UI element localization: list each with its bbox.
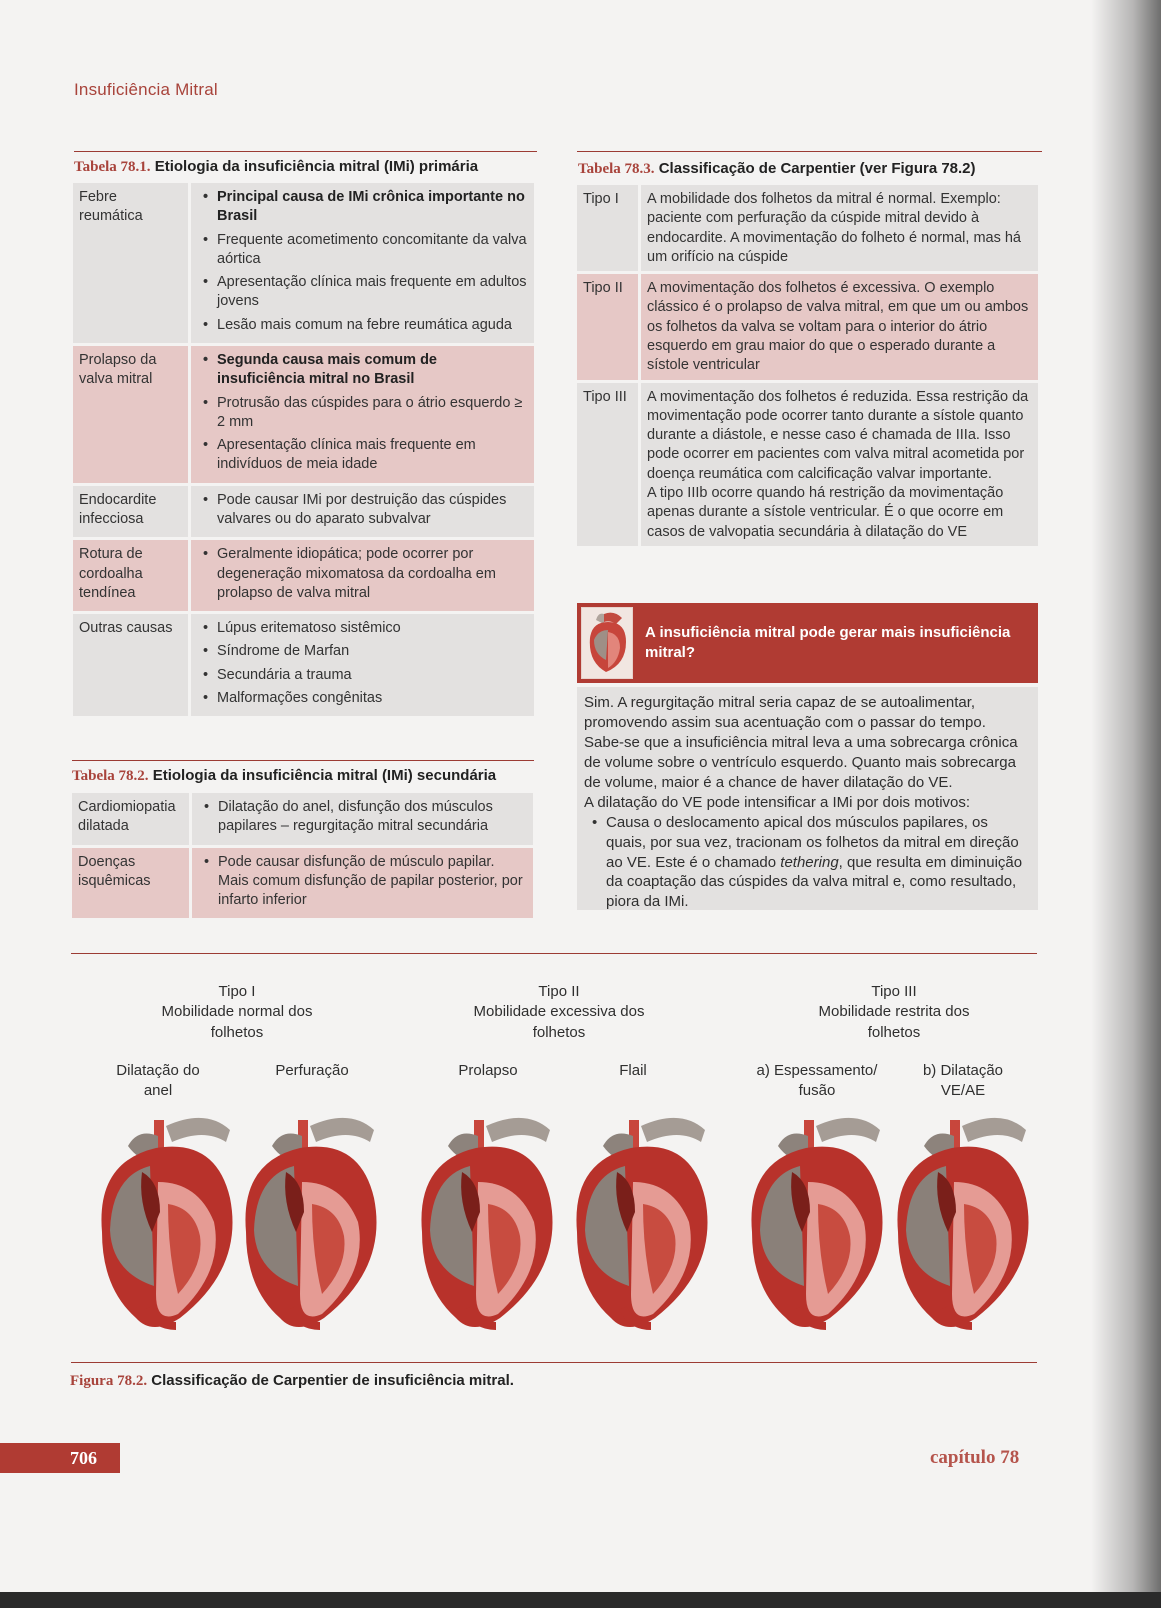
table3-row-label: Tipo II	[577, 271, 641, 379]
table3-row-text: A mobilidade dos folhetos da mitral é normal. Exemplo: paciente com perfuração da cúspide mitral devido à endocardite. A movimentação do folheto é normal, mas há um orifício na cúspide	[641, 185, 1038, 271]
table1-row-label: Febre reumática	[73, 183, 191, 343]
figure-type-3-heading	[794, 982, 994, 1043]
table1-row-content	[191, 343, 534, 483]
table3-caption	[578, 160, 976, 178]
bullet-item: • Lesão mais comum na febre reumática aguda	[217, 316, 528, 335]
info-box-paragraph-1: Sim. A regurgitação mitral seria capaz de se autoalimentar, promovendo assim sua acentuação com o passar do tempo. Sabe-se que a insuficiência mitral leva a uma sobrecarga crônica de volume sobre o ventrículo esquerdo. Quanto mais sobrecarga de volume, maior é a chance de haver dilatação do VE.	[584, 694, 1018, 791]
table1	[73, 183, 534, 716]
table1-title: Etiologia da insuficiência mitral (IMi) primária	[154, 158, 479, 175]
figure-sub-label-2	[252, 1061, 372, 1081]
table2-row-label: Doenças isquêmicas	[72, 845, 192, 919]
table2-body	[72, 793, 533, 918]
figure-sub-line: a) Espessamento/	[756, 1062, 878, 1079]
table1-row-content	[191, 183, 534, 343]
table3-row-label: Tipo I	[577, 185, 641, 271]
figure-sub-label-6	[905, 1061, 1021, 1102]
table1-row-label: Outras causas	[73, 611, 191, 716]
table1-row-content	[191, 611, 534, 716]
table3-row-tipo3	[577, 380, 1038, 546]
table1-row-label: Endocardite infecciosa	[73, 483, 191, 538]
figure-type-desc: folhetos	[867, 1023, 921, 1041]
table3-number: Tabela 78.3.	[578, 161, 655, 177]
bullet-item: • Lúpus eritematoso sistêmico	[217, 619, 528, 638]
figure-sub-line: fusão	[798, 1082, 836, 1100]
figure-type-name: Tipo I	[218, 983, 256, 1000]
table2-row-content	[192, 845, 533, 919]
bullet-item: • Pode causar disfunção de músculo papilar. Mais comum disfunção de papilar posterior, por infarto inferior	[218, 853, 527, 911]
bullet-item: • Frequente acometimento concomitante da valva aórtica	[217, 231, 528, 270]
table3-row-text-2: A tipo IIIb ocorre quando há restrição da movimentação apenas durante a sístole ventricular. É o que ocorre em casos de valvopatia secundária à dilatação do VE	[647, 484, 1004, 540]
figure-type-desc: Mobilidade normal dos	[161, 1003, 313, 1021]
figure-top-rule	[71, 953, 1037, 954]
figure-type-name: Tipo II	[538, 983, 580, 1000]
info-box-header	[577, 603, 1038, 683]
bullet-item: • Geralmente idiopática; pode ocorrer por degeneração mixomatosa da cordoalha em prolapso de valva mitral	[217, 545, 528, 603]
figure-bottom-rule	[71, 1362, 1037, 1363]
figure-sub-label-1	[88, 1061, 228, 1102]
bullet-item: • Principal causa de IMi crônica importante no Brasil	[217, 188, 528, 227]
table3-row-content	[641, 380, 1038, 546]
table2-row-isquemicas	[72, 845, 533, 919]
heart-illustration-dilatacao	[88, 1112, 238, 1332]
info-box-body	[577, 687, 1038, 910]
table3-title: Classificação de Carpentier (ver Figura 78.2)	[658, 160, 976, 177]
figure-sub-line: Prolapso	[458, 1062, 518, 1079]
table1-top-rule	[74, 151, 537, 152]
bullet-item: • Pode causar IMi por destruição das cúspides valvares ou do aparato subvalvar	[217, 491, 528, 530]
figure-caption	[70, 1372, 514, 1390]
table1-row-endocardite	[73, 483, 534, 538]
table1-row-prolapso	[73, 343, 534, 483]
heart-illustration-dilatacao-ve-ae	[884, 1112, 1034, 1332]
table1-caption	[74, 158, 478, 176]
page-edge-shadow	[1091, 0, 1161, 1608]
running-head: Insuficiência Mitral	[74, 80, 218, 99]
info-box-title: A insuficiência mitral pode gerar mais insuficiência mitral?	[645, 624, 1011, 662]
figure-sub-line: VE/AE	[940, 1082, 986, 1100]
bullet-item: • Apresentação clínica mais frequente em adultos jovens	[217, 273, 528, 312]
figure-type-1-heading	[137, 982, 337, 1043]
figure-type-desc: Mobilidade excessiva dos	[473, 1003, 645, 1021]
table1-row-label: Prolapso da valva mitral	[73, 343, 191, 483]
bullet-item: • Segunda causa mais comum de insuficiência mitral no Brasil	[217, 351, 528, 390]
table1-number: Tabela 78.1.	[74, 159, 151, 175]
table2-row-cardiomiopatia	[72, 793, 533, 845]
table2-number: Tabela 78.2.	[72, 768, 149, 784]
bullet-item: • Síndrome de Marfan	[217, 642, 528, 661]
table1-row-content	[191, 537, 534, 611]
table3-row-tipo2	[577, 271, 1038, 379]
table2-row-label: Cardiomiopatia dilatada	[72, 793, 192, 845]
figure-sub-line: Perfuração	[275, 1062, 349, 1079]
info-box-bullet-text-a: Causa o deslocamento apical dos músculos papilares, os quais, por sua vez, tracionam os folhetos da mitral em direção ao VE. Este é o chamado	[606, 813, 1019, 871]
info-box-paragraph-2: A dilatação do VE pode intensificar a IMi por dois motivos:	[584, 793, 971, 811]
heart-illustration-perfuracao	[232, 1112, 382, 1332]
table1-row-label: Rotura de cordoalha tendínea	[73, 537, 191, 611]
figure-sub-line: b) Dilatação	[922, 1062, 1004, 1079]
table2-row-content	[192, 793, 533, 845]
figure-sub-label-4	[583, 1061, 683, 1081]
bullet-item: • Dilatação do anel, disfunção dos músculos papilares – regurgitação mitral secundária	[218, 798, 527, 837]
page-bottom-edge	[0, 1592, 1161, 1608]
figure-type-2-heading	[449, 982, 669, 1043]
bullet-item: • Secundária a trauma	[217, 666, 528, 685]
table2-caption	[72, 767, 496, 785]
table3-row-label: Tipo III	[577, 380, 641, 546]
heart-icon	[581, 607, 633, 679]
heart-illustration-flail	[563, 1112, 713, 1332]
table2	[72, 793, 533, 918]
table1-row-rotura	[73, 537, 534, 611]
table3-row-tipo1	[577, 185, 1038, 271]
figure-sub-line: anel	[143, 1082, 173, 1100]
info-box-bullet-term: tethering	[780, 853, 839, 871]
figure-sub-line: Dilatação do	[116, 1062, 200, 1079]
heart-illustration-espessamento	[738, 1112, 888, 1332]
table3-body	[577, 185, 1038, 546]
info-box-bullet	[606, 813, 1030, 913]
table1-body	[73, 183, 534, 716]
table3-row-text: A movimentação dos folhetos é reduzida. Essa restrição da movimentação pode ocorrer tanto durante a sístole quanto durante a diástole, e nesse caso é chamada de IIIa. Isso pode ocorrer em pacientes com valva mitral acometida por doença reumática com calcificação valvar importante.	[647, 388, 1029, 482]
figure-sub-label-5	[747, 1061, 887, 1102]
chapter-label: capítulo 78	[930, 1447, 1020, 1468]
table1-row-content	[191, 483, 534, 538]
table1-row-febre	[73, 183, 534, 343]
table2-top-rule	[72, 760, 534, 761]
figure-type-desc: folhetos	[210, 1023, 264, 1041]
figure-sub-line: Flail	[619, 1062, 647, 1079]
info-box-list	[584, 813, 1030, 913]
table2-title: Etiologia da insuficiência mitral (IMi) secundária	[152, 767, 497, 784]
info-box-bullet-text-b: , que resulta em diminuição da coaptação das cúspides da valva mitral e, como resultado, piora da IMi.	[606, 853, 1023, 911]
table3-top-rule	[577, 151, 1042, 152]
table3-row-text: A movimentação dos folhetos é excessiva. O exemplo clássico é o prolapso de valva mitral, em que um ou ambos os folhetos da valva se voltam para o interior do átrio esquerdo em grau maior do que o esperado durante a sístole ventricular	[641, 271, 1038, 379]
figure-type-desc: Mobilidade restrita dos	[818, 1003, 970, 1021]
table1-row-outras	[73, 611, 534, 716]
figure-type-desc: folhetos	[532, 1023, 586, 1041]
figure-sub-label-3	[428, 1061, 548, 1081]
bullet-item: • Apresentação clínica mais frequente em indivíduos de meia idade	[217, 436, 528, 475]
heart-illustration-prolapso	[408, 1112, 558, 1332]
figure-number: Figura 78.2.	[70, 1373, 148, 1389]
table3	[577, 185, 1038, 546]
figure-type-name: Tipo III	[871, 983, 917, 1000]
page-number: 706	[0, 1443, 120, 1473]
figure-caption-text: Classificação de Carpentier de insuficiência mitral.	[151, 1372, 514, 1389]
bullet-item: • Protrusão das cúspides para o átrio esquerdo ≥ 2 mm	[217, 394, 528, 433]
bullet-item: • Malformações congênitas	[217, 689, 528, 708]
